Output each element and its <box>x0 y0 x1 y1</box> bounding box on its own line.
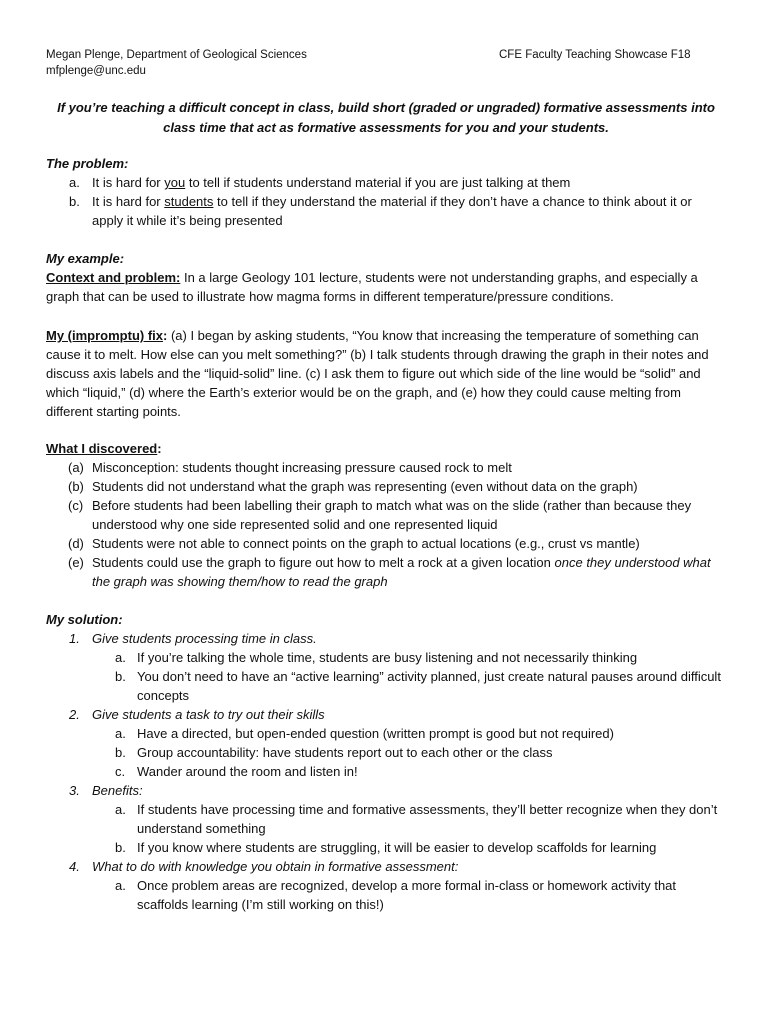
solution-step: 3. Benefits: <box>69 783 143 798</box>
list-item: (a) Misconception: students thought increasing pressure caused rock to melt <box>68 460 512 475</box>
list-item: (c) Before students had been labelling their graph to match what was on the slide (rather than because they understood why one side represented solid and one represented liquid <box>68 498 692 532</box>
list-item: a. Have a directed, but open-ended question (written prompt is good but not required) <box>115 726 614 741</box>
header-author-block <box>46 47 307 79</box>
list-marker: b. <box>69 194 80 209</box>
problem-section <box>46 154 726 230</box>
solution-step: 2. Give students a task to try out their skills <box>69 707 325 722</box>
problem-title: The problem: <box>46 156 129 171</box>
intro-statement <box>46 98 726 138</box>
discovered-title: What I discovered: <box>46 441 162 456</box>
example-title: My example: <box>46 251 125 266</box>
list-item: (d) Students were not able to connect points on the graph to actual locations (e.g., crust vs mantle) <box>68 536 640 551</box>
event-line: CFE Faculty Teaching Showcase F18 <box>499 49 691 61</box>
author-line: Megan Plenge, Department of Geological Sciences <box>46 49 307 61</box>
list-item: (b) Students did not understand what the graph was representing (even without data on the graph) <box>68 479 638 494</box>
solution-step: 1. Give students processing time in class. <box>69 631 317 646</box>
fix-section <box>46 326 726 421</box>
solution-step: 4. What to do with knowledge you obtain in formative assessment: <box>69 859 459 874</box>
list-item: a. If you’re talking the whole time, students are busy listening and not necessarily thinking <box>115 650 638 665</box>
fix-paragraph: My (impromptu) fix: (a) I began by asking students, “You know that increasing the temperature of something can cause it to melt. How else can you melt something?” (b) I talk students through drawing the graph in their notes and discuss axis labels and the “liquid-solid” line. (c) I ask them to figure out which side of the line would be “solid” and which “liquid,” (d) where the Earth’s exterior would be on the graph, and (e) how they could cause melting from different starting points. <box>46 328 709 419</box>
solution-title: My solution: <box>46 612 123 627</box>
intro-line-2: class time that act as formative assessments for you and your students. <box>163 120 609 135</box>
list-item: c. Wander around the room and listen in! <box>115 764 358 779</box>
list-item: b. If you know where students are struggling, it will be easier to develop scaffolds for learning <box>115 840 657 855</box>
list-item: b. It is hard for students to tell if they understand the material if they don’t have a chance to think about it or apply it while it’s being presented <box>46 192 726 230</box>
list-item: a. It is hard for you to tell if students understand material if you are just talking at them <box>46 173 726 192</box>
list-item: (e) Students could use the graph to figure out how to melt a rock at a given location once they understood what the graph was showing them/how to read the graph <box>68 555 711 589</box>
list-item: b. Group accountability: have students report out to each other or the class <box>115 745 553 760</box>
list-item: a. If students have processing time and formative assessments, they’ll better recognize when they don’t understand something <box>115 802 718 836</box>
solution-section <box>46 610 726 914</box>
email-line: mfplenge@unc.edu <box>46 65 146 77</box>
list-marker: a. <box>69 175 80 190</box>
example-section <box>46 249 726 306</box>
context-paragraph: Context and problem: In a large Geology 101 lecture, students were not understanding graphs, and especially a graph that can be used to illustrate how magma forms in different temperature/pressure conditions. <box>46 270 698 304</box>
list-item: b. You don’t need to have an “active learning” activity planned, just create natural pauses around difficult concepts <box>115 669 721 703</box>
list-item: a. Once problem areas are recognized, develop a more formal in-class or homework activity that scaffolds learning (I’m still working on this!) <box>115 878 677 912</box>
intro-line-1: If you’re teaching a difficult concept in class, build short (graded or ungraded) formative assessments into <box>57 100 715 115</box>
discovered-section <box>46 439 726 591</box>
